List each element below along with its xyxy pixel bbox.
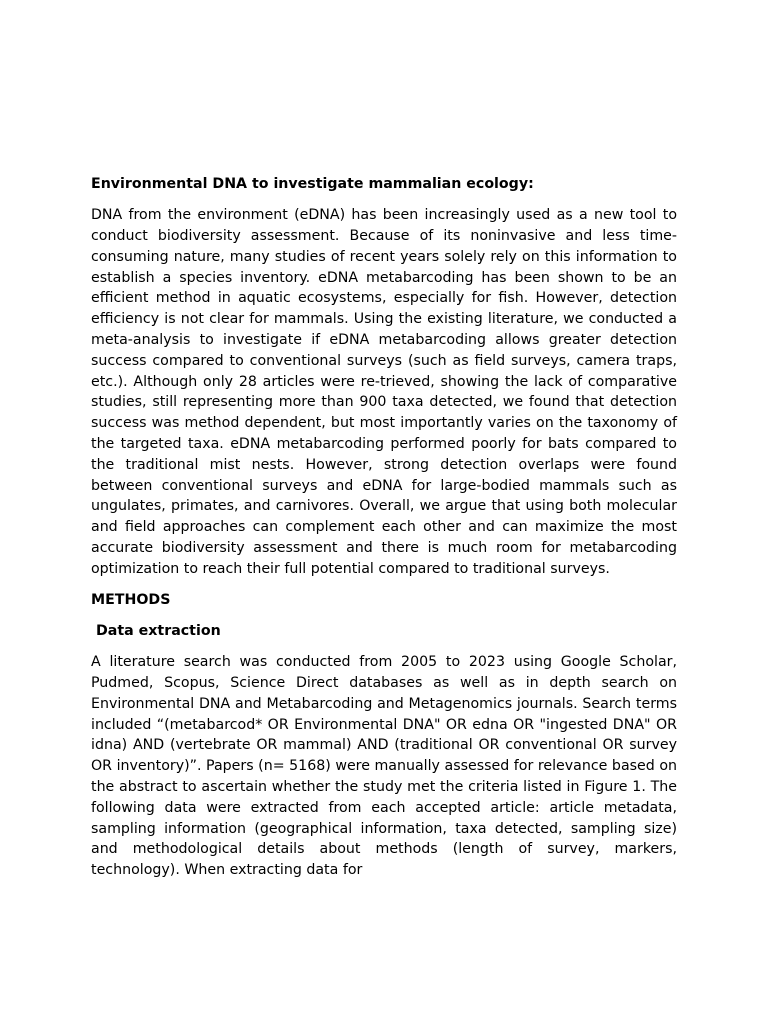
document-title: Environmental DNA to investigate mammalian ecology: <box>91 176 534 192</box>
data-extraction-heading: Data extraction <box>96 623 221 640</box>
methods-heading: METHODS <box>91 591 171 608</box>
document-page <box>91 174 677 881</box>
data-extraction-paragraph: A literature search was conducted from 2005 to 2023 using Google Scholar, Pudmed, Scopus, Science Direct databases as well as in depth search on Environmental DNA and Metabarcoding and Metagenomics journals. Search terms included “(metabarcod* OR Environmental DNA" OR edna OR "ingested DNA" OR idna) AND (vertebrate OR mammal) AND (traditional OR conventional OR survey OR inventory)”. Papers (n= 5168) were manually assessed for relevance based on the abstract to ascertain whether the study met the criteria listed in Figure 1. The following data were extracted from each accepted article: article metadata, sampling information (geographical information, taxa detected, sampling size) and methodological details about methods (length of survey, markers, technology). When extracting data for <box>91 654 677 879</box>
abstract-paragraph: DNA from the environment (eDNA) has been increasingly used as a new tool to conduct biodiversity assessment. Because of its noninvasive and less time-consuming nature, many studies of recent years solely rely on this information to establish a species inventory. eDNA metabarcoding has been shown to be an efficient method in aquatic ecosystems, especially for fish. However, detection efficiency is not clear for mammals. Using the existing literature, we conducted a meta-analysis to investigate if eDNA metabarcoding allows greater detection success compared to conventional surveys (such as field surveys, camera traps, etc.). Although only 28 articles were re-trieved, showing the lack of comparative studies, still representing more than 900 taxa detected, we found that detection success was method dependent, but most importantly varies on the taxonomy of the targeted taxa. eDNA metabarcoding performed poorly for bats compared to the traditional mist nests. However, strong detection overlaps were found between conventional surveys and eDNA for large-bodied mammals such as ungulates, primates, and carnivores. Overall, we argue that using both molecular and field approaches can complement each other and can maximize the most accurate biodiversity assessment and there is much room for metabarcoding optimization to reach their full potential compared to traditional surveys. <box>91 207 677 577</box>
